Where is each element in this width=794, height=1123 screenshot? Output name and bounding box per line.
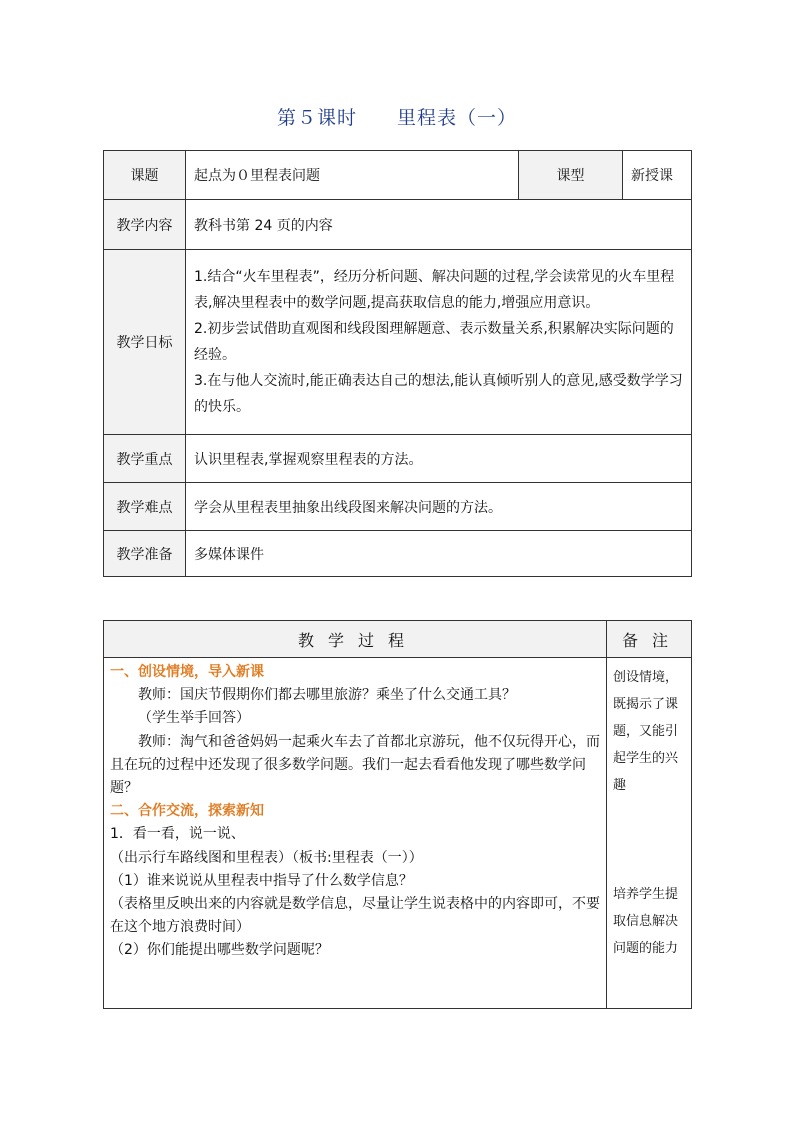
note-item: 创设情境，既揭示了课题，又能引起学生的兴趣 <box>613 670 679 793</box>
process-table <box>103 620 692 1009</box>
process-header: 教学过程 <box>104 621 607 658</box>
difficult-value: 学会从里程表里抽象出线段图来解决问题的方法。 <box>186 483 692 531</box>
process-content <box>104 658 607 1009</box>
paragraph: （2）你们能提出哪些数学问题呢？ <box>110 942 329 959</box>
key-label: 教学重点 <box>104 435 186 483</box>
paragraph: 教师：淘气和爸爸妈妈一起乘火车去了首都北京游玩，他不仅玩得开心，而且在玩的过程中还发现了很多数学问题。我们一起去看看他发现了哪些数学问题？ <box>110 733 600 797</box>
note-item: 培养学生提取信息解决问题的能力 <box>613 887 679 956</box>
topic-value: 起点为０里程表问题 <box>186 151 519 200</box>
paragraph: 1．看一看，说一说、 <box>110 826 245 843</box>
content-label: 教学内容 <box>104 200 186 250</box>
goal-item: 2.初步尝试借助直观图和线段图理解题意、表示数量关系,积累解决实际问题的经验。 <box>194 321 674 363</box>
difficult-label: 教学难点 <box>104 483 186 531</box>
notes-header: 备注 <box>607 621 692 658</box>
paragraph: （出示行车路线图和里程表）（板书:里程表（一）） <box>110 849 423 866</box>
type-value: 新授课 <box>623 151 692 200</box>
paragraph: （1）谁来说说从里程表中指导了什么数学信息？ <box>110 872 413 889</box>
prep-label: 教学准备 <box>104 531 186 577</box>
paragraph: （学生举手回答） <box>138 710 250 727</box>
goals-list <box>186 250 692 435</box>
type-label: 课型 <box>519 151 623 200</box>
section-heading: 一、创设情境，导入新课 <box>110 664 264 680</box>
goal-item: 1.结合“火车里程表”，经历分析问题、解决问题的过程,学会读常见的火车里程表,解决里程表中的数学问题,提高获取信息的能力,增强应用意识。 <box>194 269 675 311</box>
lesson-number: 第５课时 <box>276 107 357 129</box>
key-value: 认识里程表,掌握观察里程表的方法。 <box>186 435 692 483</box>
paragraph: （表格里反映出来的内容就是数学信息，尽量让学生说表格中的内容即可，不要在这个地方浪费时间） <box>110 896 600 936</box>
topic-label: 课题 <box>104 151 186 200</box>
goals-label: 教学日标 <box>104 250 186 435</box>
page-title <box>0 103 794 130</box>
lesson-info-table <box>103 150 692 577</box>
section-heading: 二、合作交流，探索新知 <box>110 803 264 820</box>
notes-column <box>607 658 692 1009</box>
lesson-name: 里程表（一） <box>397 107 518 129</box>
content-value: 教科书第 24 页的内容 <box>186 200 692 250</box>
goal-item: 3.在与他人交流时,能正确表达自己的想法,能认真倾听别人的意见,感受数学学习的快乐。 <box>194 373 683 415</box>
prep-value: 多媒体课件 <box>186 531 692 577</box>
paragraph: 教师：国庆节假期你们都去哪里旅游？乘坐了什么交通工具？ <box>138 687 516 704</box>
